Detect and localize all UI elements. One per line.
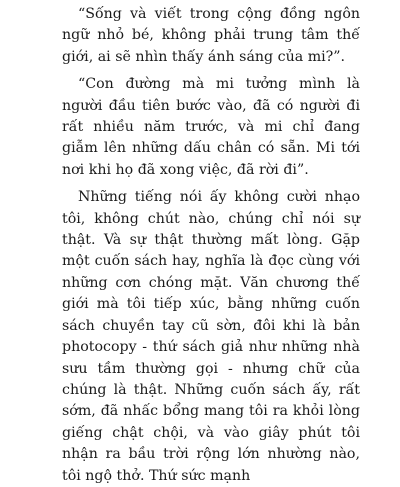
body-text bbox=[62, 4, 360, 487]
paragraph-2: “Con đường mà mi tưởng mình là người đầu tiên bước vào, đã có người đi rất nhiều năm trước, và mi chỉ đang giẫm lên những dấu chân có sẵn. Mi tới nơi khi họ đã xong việc, đã rời đi”. bbox=[62, 76, 360, 178]
paragraph-1: “Sống và viết trong cộng đồng ngôn ngữ nhỏ bé, không phải trung tâm thế giới, ai sẽ nhìn thấy ánh sáng của mi?”. bbox=[62, 6, 360, 65]
paragraph-3: Những tiếng nói ấy không cười nhạo tôi, không chút nào, chúng chỉ nói sự thật. Và sự thật thường mất lòng. Gặp một cuốn sách hay, nghĩa là đọc cùng với những cơn chóng mặt. Văn chương thế giới mà tôi tiếp xúc, bằng những cuốn sách chuyền tay cũ sờn, đôi khi là bản photocopy - thứ sách giả như những nhà sưu tầm thường gọi - nhưng chữ của chúng là thật. Những cuốn sách ấy, rất sớm, đã nhấc bổng mang tôi ra khỏi lòng giếng chật chội, và vào giây phút tôi nhận ra bầu trời rộng lớn nhường nào, tôi ngộ thở. Thứ sức mạnh bbox=[62, 189, 360, 484]
